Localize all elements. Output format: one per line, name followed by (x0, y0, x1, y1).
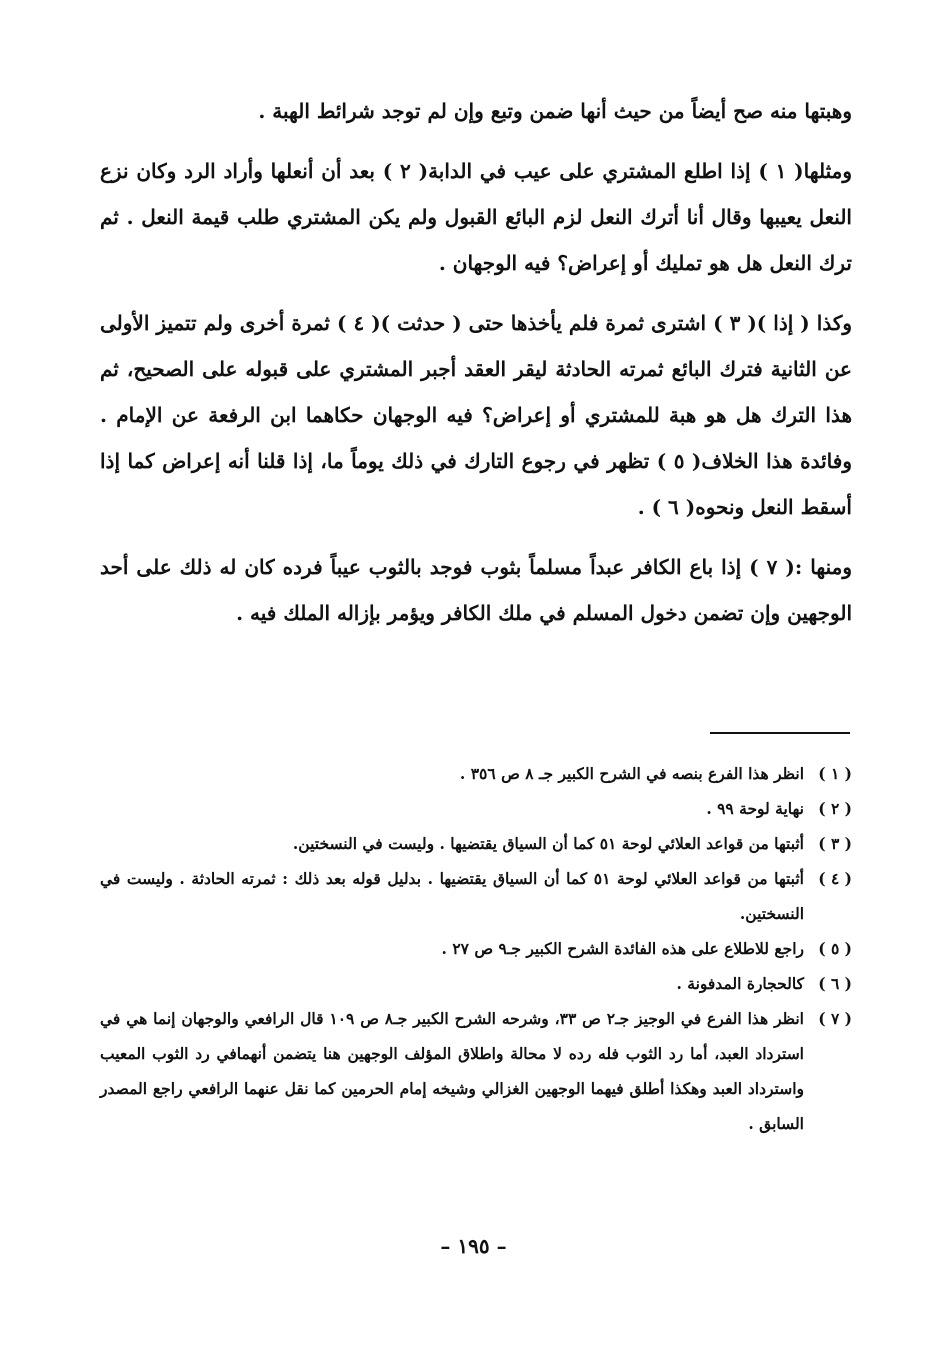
paragraph-text: ومثلها( ١ ) إذا اطلع المشتري على عيب في الدابة( ٢ ) بعد أن أنعلها وأراد الرد وكان نزع النعل يعيبها وقال أنا أترك النعل لزم البائع القبول ولم يكن المشتري طلب قيمة النعل . ثم ترك النعل هل هو تمليك أو إعراض؟ فيه الوجهان . (100, 159, 852, 275)
footnote-text: نهاية لوحة ٩٩ . (706, 799, 804, 818)
paragraph-2 (100, 148, 852, 286)
paragraph-4 (100, 544, 852, 636)
footnote-text: انظر هذا الفرع بنصه في الشرح الكبير جـ ٨ ص ٣٥٦ . (459, 764, 804, 783)
paragraph-text: وهبتها منه صح أيضاً من حيث أنها ضمن وتبع وإن لم توجد شرائط الهبة . (258, 99, 852, 123)
footnote-text: أثبتها من قواعد العلائي لوحة ٥١ كما أن السياق يقتضيها . وليست في النسختين. (292, 834, 804, 853)
footnote-text: انظر هذا الفرع في الوجيز جـ٢ ص ٣٣، وشرحه الشرح الكبير جـ٨ ص ١٠٩ قال الرافعي والوجهان إنما هي في استرداد العبد، أما رد الثوب فله رده لا محالة واطلاق المؤلف الوجهين هنا يتضمن أنهمافي رد الثوب المعيب واسترداد العبد وهكذا أطلق فيهما الوجهين الغزالي وشيخه إمام الحرمين كما نقل عنهما الرافعي راجع المصدر السابق . (100, 1009, 804, 1133)
footnote-number: ( ٢ ) (818, 799, 852, 818)
page-number: – ١٩٥ – (440, 1234, 507, 1258)
footnotes (100, 756, 852, 1141)
footnote-number: ( ٧ ) (818, 1009, 852, 1028)
footnote-number: ( ٤ ) (818, 869, 852, 888)
footnote-3 (100, 826, 852, 861)
footnote-number: ( ١ ) (818, 764, 852, 783)
main-text (100, 88, 852, 650)
footnote-1 (100, 756, 852, 791)
paragraph-text: وكذا ( إذا )( ٣ ) اشترى ثمرة فلم يأخذها حتى ( حدثت )( ٤ ) ثمرة أخرى ولم تتميز الأولى عن الثانية فترك البائع ثمرته الحادثة ليقر العقد أجبر المشتري على قبوله على الصحيح، ثم هذا الترك هل هو هبة للمشتري أو إعراض؟ فيه الوجهان حكاهما ابن الرفعة عن الإمام . وفائدة هذا الخلاف( ٥ ) تظهر في رجوع التارك في ذلك يوماً ما، إذا قلنا أنه إعراض كما إذا أسقط النعل ونحوه( ٦ ) . (100, 311, 852, 519)
footnote-7 (100, 1001, 852, 1141)
paragraph-1 (100, 88, 852, 134)
footnote-6 (100, 966, 852, 1001)
footnote-text: أثبتها من قواعد العلائي لوحة ٥١ كما أن السياق يقتضيها . بدليل قوله بعد ذلك : ثمرته الحادثة . وليست في النسختين. (100, 869, 804, 923)
footnote-separator (710, 732, 850, 734)
footnote-5 (100, 931, 852, 966)
footnote-text: راجع للاطلاع على هذه الفائدة الشرح الكبير جـ٩ ص ٢٧ . (441, 939, 804, 958)
paragraph-3 (100, 300, 852, 530)
footnote-4 (100, 861, 852, 931)
footnote-number: ( ٥ ) (818, 939, 852, 958)
footnote-number: ( ٣ ) (818, 834, 852, 853)
footnote-2 (100, 791, 852, 826)
footnote-number: ( ٦ ) (818, 974, 852, 993)
paragraph-text: ومنها :( ٧ ) إذا باع الكافر عبداً مسلماً بثوب فوجد بالثوب عيباً فرده كان له ذلك على أحد الوجهين وإن تضمن دخول المسلم في ملك الكافر ويؤمر بإزاله الملك فيه . (100, 555, 852, 625)
footnote-text: كالحجارة المدفونة . (676, 974, 804, 993)
